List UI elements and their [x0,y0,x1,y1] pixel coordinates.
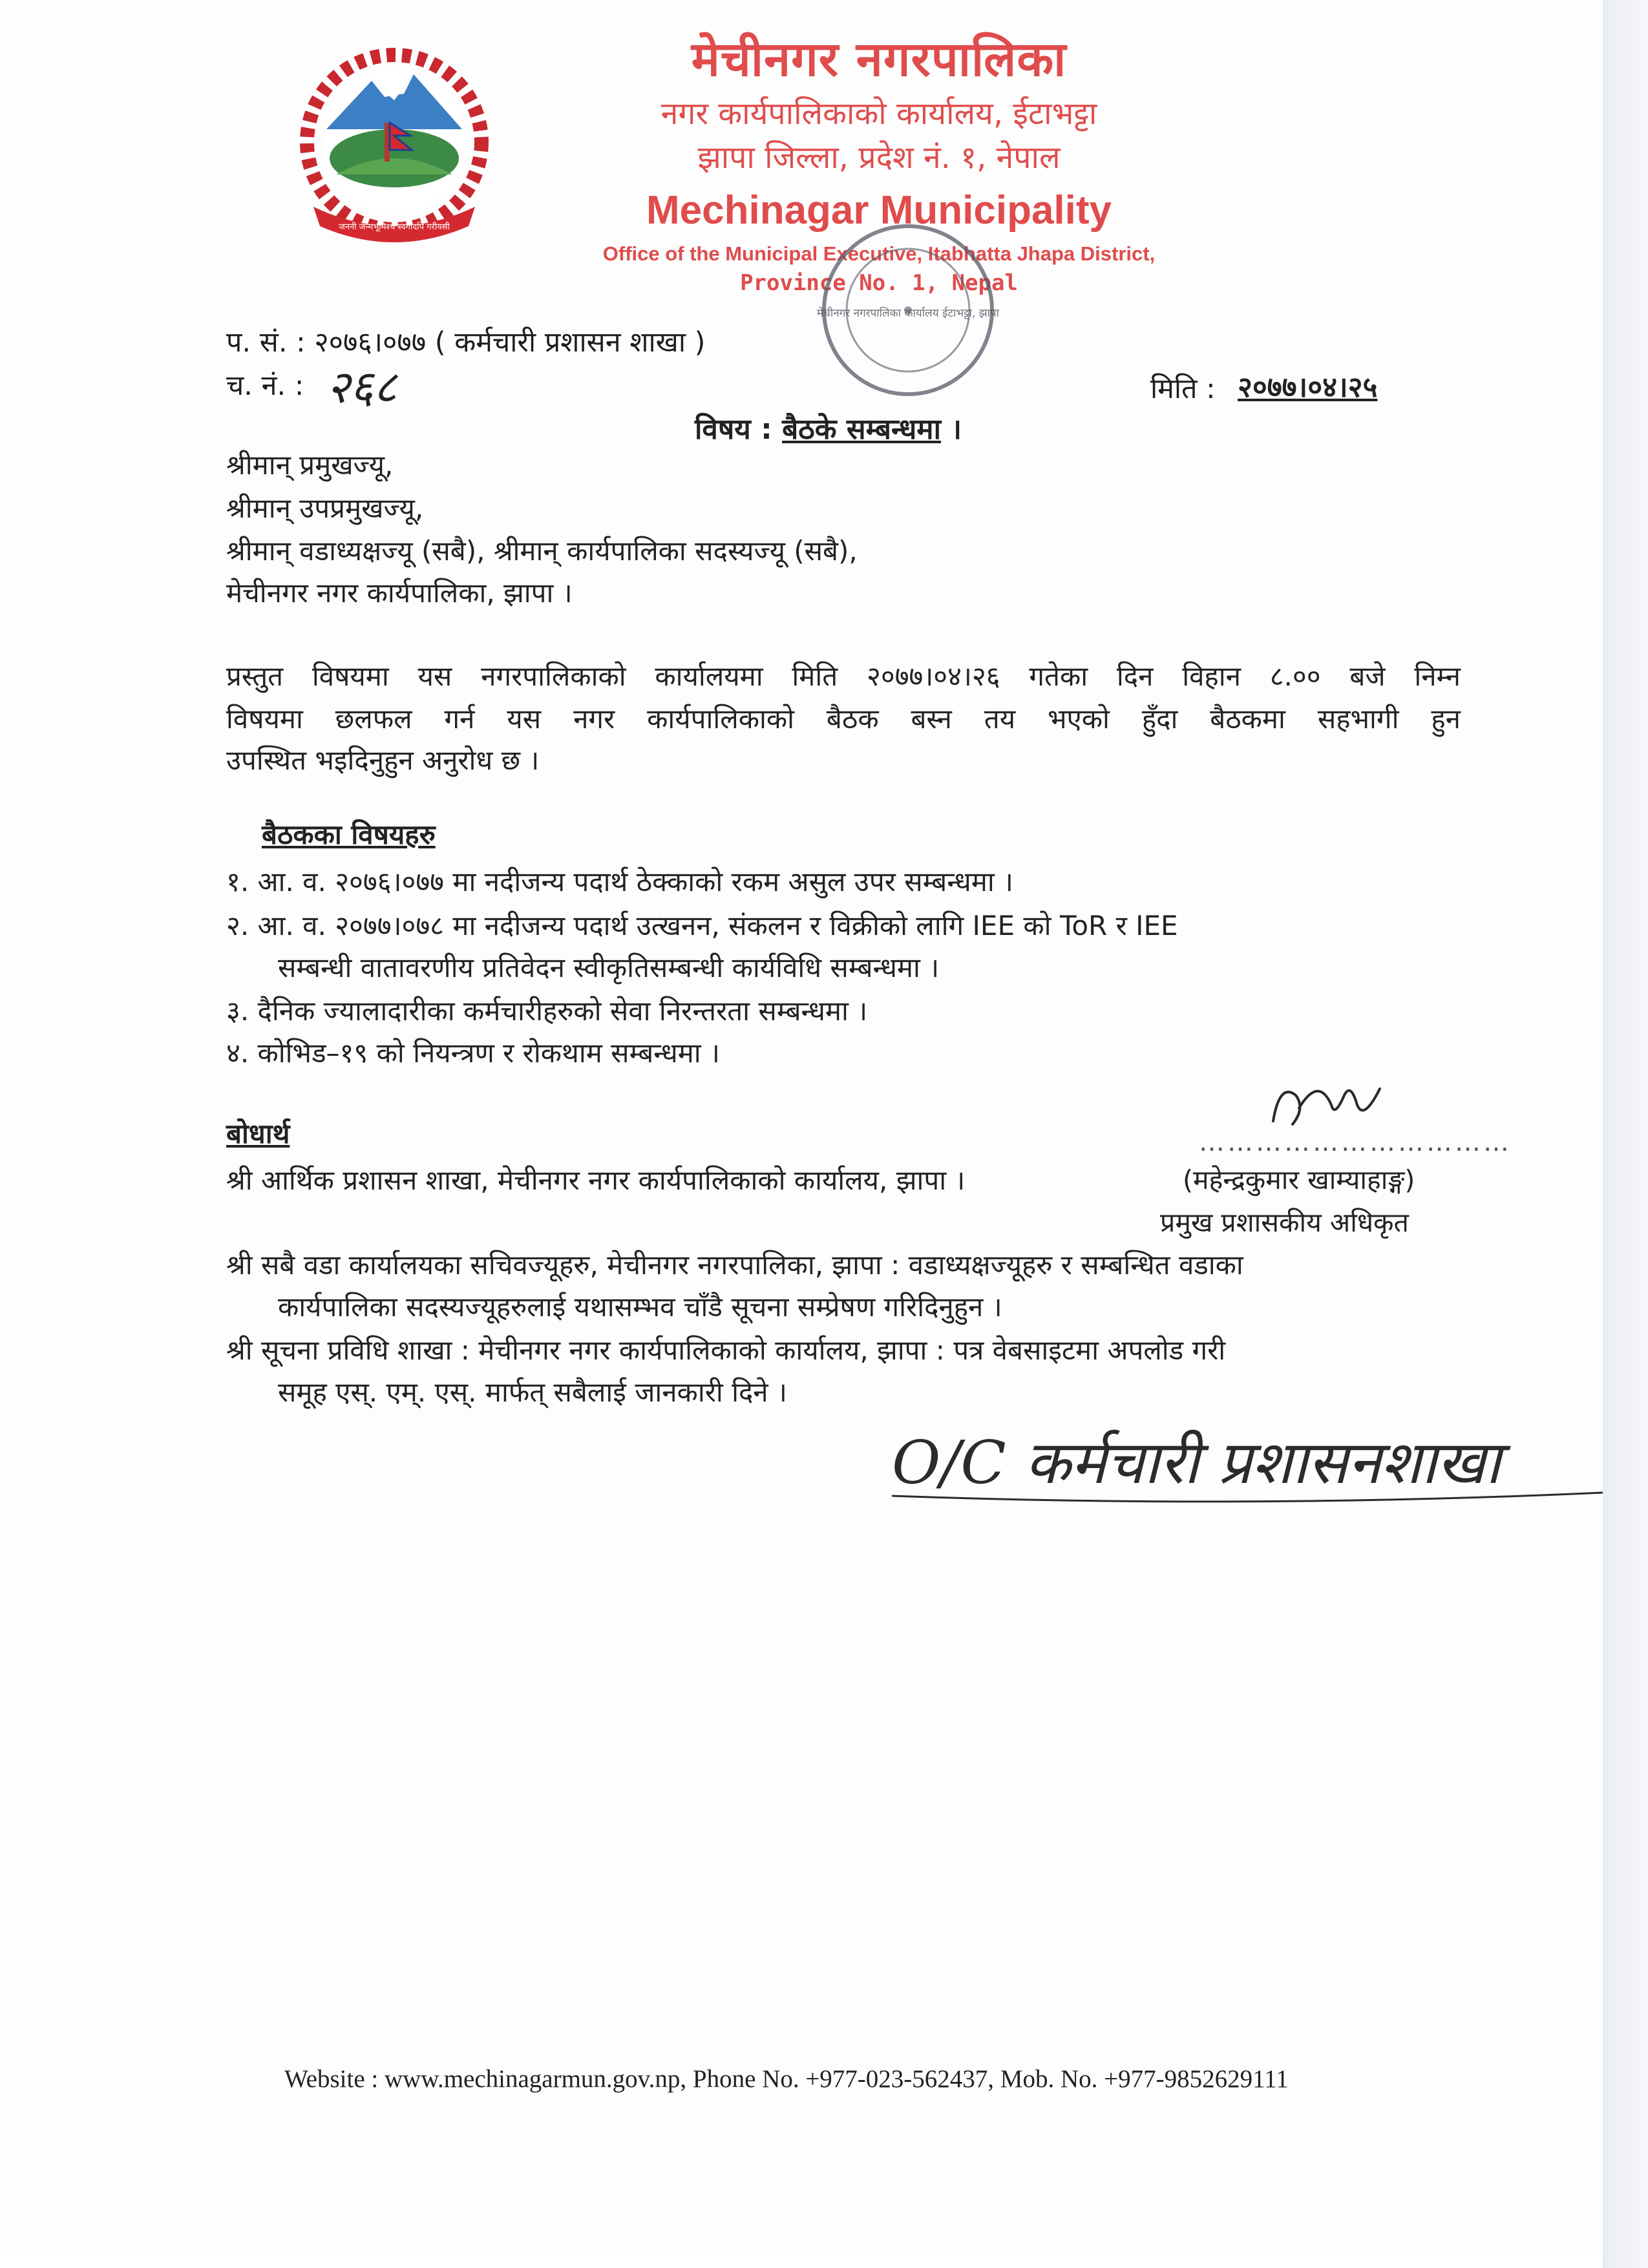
date-value: २०७७।०४।२५ [1238,371,1378,404]
footer-contact: Website : www.mechinagarmun.gov.np, Phone No. +977-023-562437, Mob. No. +977-9852629111 [284,2065,1289,2093]
topic-item-1: १. आ. व. २०७६।०७७ मा नदीजन्य पदार्थ ठेक्काको रकम असुल उपर सम्बन्धमा । [226,866,1013,898]
office-address-nepali: झापा जिल्ला, प्रदेश नं. १, नेपाल [697,140,1061,176]
cc-item-3: श्री सूचना प्रविधि शाखा : मेचीनगर नगर कार्यपालिकाको कार्यालय, झापा : पत्र वेबसाइटमा अपलोड गरी [226,1334,1226,1366]
office-name-nepali: नगर कार्यपालिकाको कार्यालय, ईटाभट्टा [660,96,1097,132]
topics-heading: बैठकका विषयहरु [262,819,436,850]
dispatch-number-label: च. नं. : [226,370,304,402]
cc-item-3-continued: समूह एस्. एम्. एस्. मार्फत् सबैलाई जानकारी दिने । [278,1376,787,1408]
emblem-motto: जननी जन्मभूमिश्च स्वर्गादपि गरीयसी [339,222,450,232]
addressee-line: श्रीमान् प्रमुखज्यू, [226,449,394,481]
subject-end: । [951,413,962,446]
reference-number: प. सं. : २०७६।०७७ ( कर्मचारी प्रशासन शाखा ) [226,326,706,359]
subject-text: बैठके सम्बन्धमा [782,413,941,446]
seal-text: मेचीनगर नगरपालिका कार्यालय ईटाभट्टा, झापा [816,307,1000,320]
addressee-line: मेचीनगर नगर कार्यपालिका, झापा । [226,577,573,609]
office-address-english: Province No. 1, Nepal [740,270,1018,296]
signatory-title: प्रमुख प्रशासकीय अधिकृत [1160,1207,1409,1238]
municipality-name-nepali: मेचीनगर नगरपालिका [691,32,1067,87]
cc-item-1: श्री आर्थिक प्रशासन शाखा, मेचीनगर नगर कार्यपालिकाको कार्यालय, झापा । [226,1164,966,1196]
municipality-name-english: Mechinagar Municipality [646,188,1112,233]
cc-item-2: श्री सबै वडा कार्यालयका सचिवज्यूहरु, मेचीनगर नगरपालिका, झापा : वडाध्यक्षज्यूहरु र सम्बन्धित वडाका [226,1249,1243,1281]
addressee-line: श्रीमान् वडाध्यक्षज्यू (सबै), श्रीमान् कार्यपालिका सदस्यज्यू (सबै), [226,535,858,567]
cc-heading: बोधार्थ [226,1118,290,1150]
handwritten-note-text: O/C कर्मचारी प्रशासनशाखा [892,1428,1501,1497]
addressee-line: श्रीमान् उपप्रमुखज्यू, [226,492,424,524]
body-line: विषयमा छलफल गर्न यस नगर कार्यपालिकाको बैठक बस्न तय भएको हुँदा बैठकमा सहभागी हुन [226,703,1461,735]
subject-label: विषय : [695,413,772,446]
handwritten-note [885,1412,1609,1528]
signatory-name: (महेन्द्रकुमार खाम्याहाङ्ग) [1183,1164,1415,1195]
nepal-government-emblem-icon [275,45,514,246]
dispatch-number-value: २६८ [326,361,397,414]
topic-item-2: २. आ. व. २०७७।०७८ मा नदीजन्य पदार्थ उत्खनन, संकलन र विक्रीको लागि IEE को ToR र IEE [226,910,1178,941]
office-name-english: Office of the Municipal Executive, Itabhatta Jhapa District, [602,242,1156,265]
signature-dots: …………………………… [1199,1128,1512,1157]
body-line: उपस्थित भइदिनुहुन अनुरोध छ । [226,744,540,776]
body-line: प्रस्तुत विषयमा यस नगरपालिकाको कार्यालयमा मिति २०७७।०४।२६ गतेका दिन विहान ८.०० बजे निम्न [226,660,1461,692]
topic-item-3: ३. दैनिक ज्यालादारीका कर्मचारीहरुको सेवा निरन्तरता सम्बन्धमा । [226,995,868,1027]
scan-edge [1603,0,1648,2268]
topic-item-2-continued: सम्बन्धी वातावरणीय प्रतिवेदन स्वीकृतिसम्बन्धी कार्यविधि सम्बन्धमा । [278,952,940,983]
subject-line [695,408,962,447]
date-label: मिति : [1150,373,1216,405]
topic-item-4: ४. कोभिड–१९ को नियन्त्रण र रोकथाम सम्बन्धमा । [226,1037,720,1069]
cc-item-2-continued: कार्यपालिका सदस्यज्यूहरुलाई यथासम्भव चाँडै सूचना सम्प्रेषण गरिदिनुहुन । [278,1291,1002,1323]
office-round-seal-icon [805,213,1018,407]
